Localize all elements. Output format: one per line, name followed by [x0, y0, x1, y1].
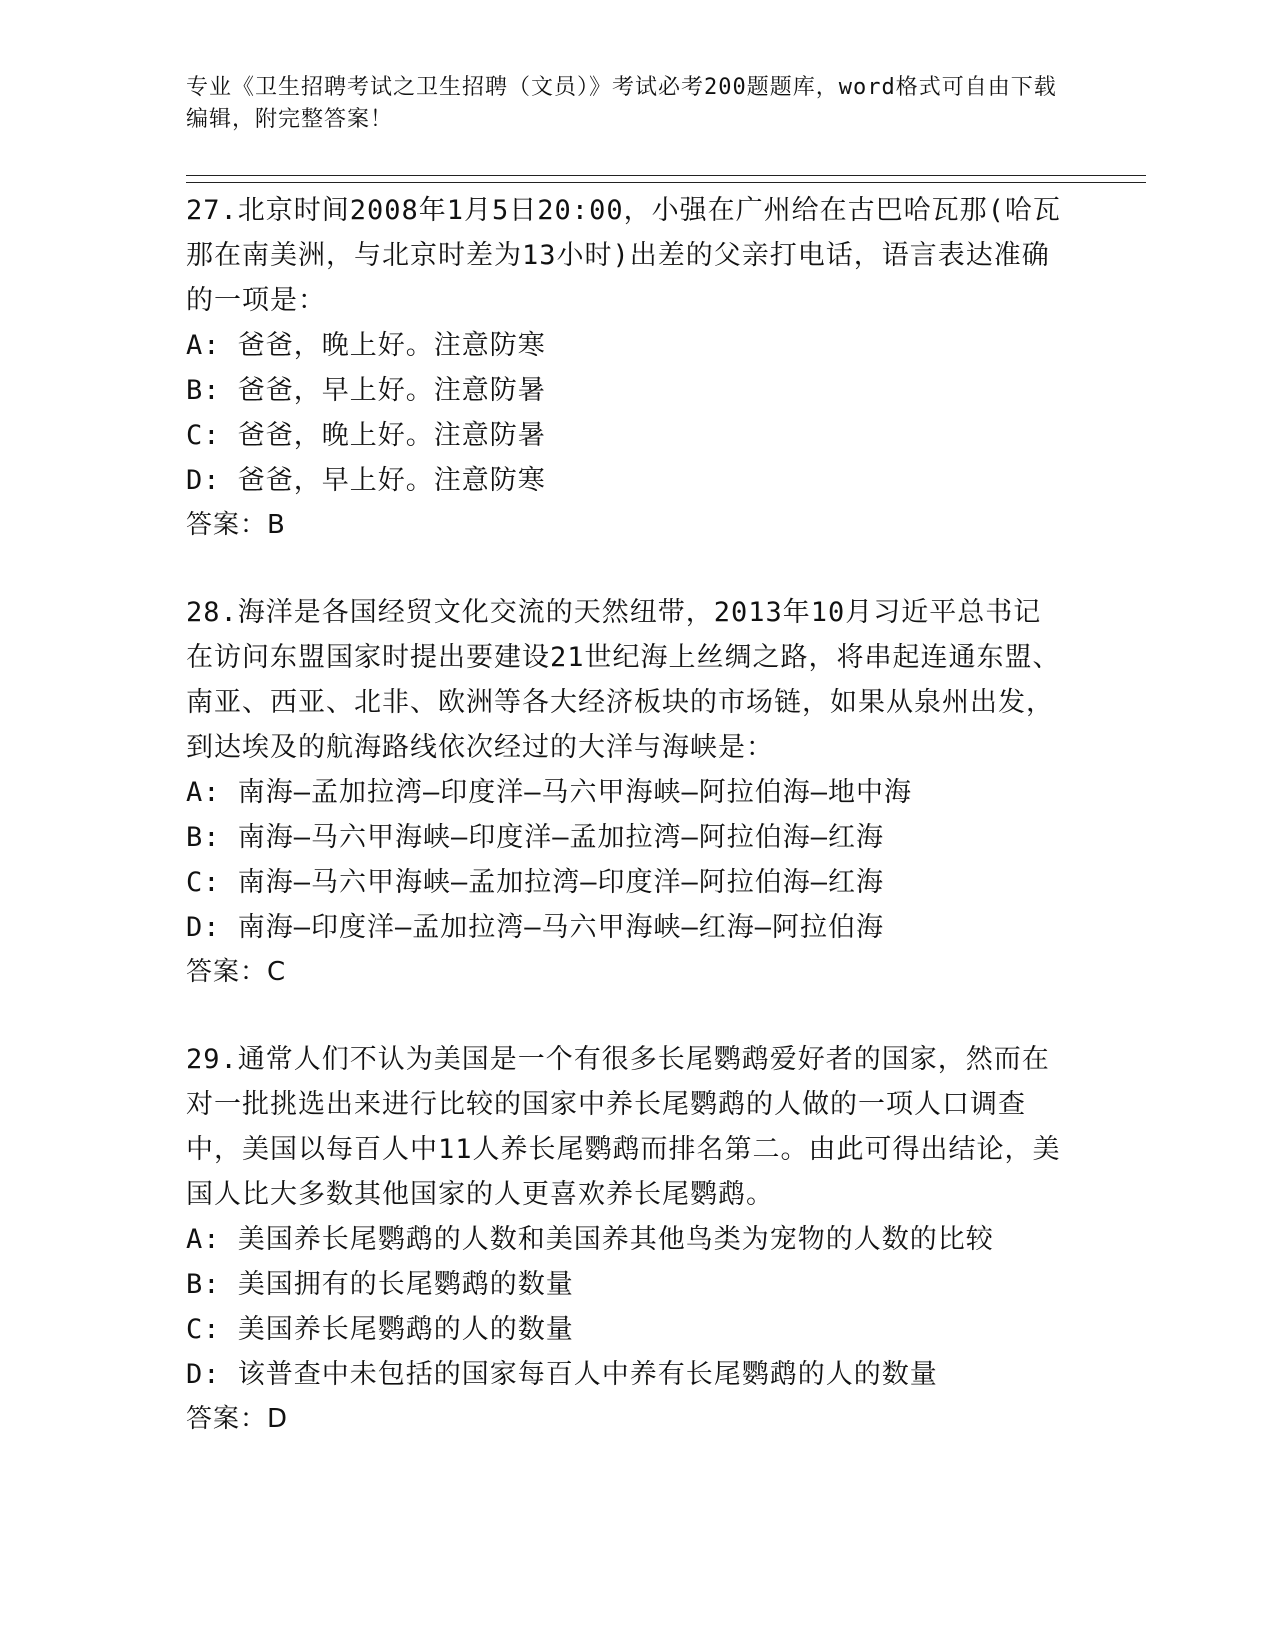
question-28 — [186, 590, 1066, 995]
answer: 答案：B — [186, 510, 286, 540]
option-c: C: 南海—马六甲海峡—孟加拉湾—印度洋—阿拉伯海—红海 — [186, 867, 885, 898]
question-29 — [186, 1037, 1066, 1442]
answer: 答案：D — [186, 1404, 289, 1434]
question-text: 27.北京时间2008年1月5日20:00，小强在广州给在古巴哈瓦那(哈瓦那在南美洲，与北京时差为13小时)出差的父亲打电话，语言表达准确的一项是： — [186, 195, 1061, 316]
header-divider-top — [186, 175, 1146, 176]
option-a: A: 美国养长尾鹦鹉的人数和美国养其他鸟类为宠物的人数的比较 — [186, 1224, 994, 1255]
option-c: C: 爸爸，晚上好。注意防暑 — [186, 420, 546, 451]
option-b: B: 南海—马六甲海峡—印度洋—孟加拉湾—阿拉伯海—红海 — [186, 822, 885, 853]
answer: 答案：C — [186, 957, 287, 987]
option-a: A: 南海—孟加拉湾—印度洋—马六甲海峡—阿拉伯海—地中海 — [186, 777, 913, 808]
option-a: A: 爸爸，晚上好。注意防寒 — [186, 330, 546, 361]
option-d: D: 爸爸，早上好。注意防寒 — [186, 465, 546, 496]
question-text: 29.通常人们不认为美国是一个有很多长尾鹦鹉爱好者的国家，然而在对一批挑选出来进行比较的国家中养长尾鹦鹉的人做的一项人口调查中，美国以每百人中11人养长尾鹦鹉而排名第二。由此可得出结论，美国人比大多数其他国家的人更喜欢养长尾鹦鹉。 — [186, 1044, 1061, 1210]
option-b: B: 爸爸，早上好。注意防暑 — [186, 375, 546, 406]
option-d: D: 该普查中未包括的国家每百人中养有长尾鹦鹉的人的数量 — [186, 1359, 938, 1390]
option-b: B: 美国拥有的长尾鹦鹉的数量 — [186, 1269, 574, 1300]
option-d: D: 南海—印度洋—孟加拉湾—马六甲海峡—红海—阿拉伯海 — [186, 912, 885, 943]
document-header: 专业《卫生招聘考试之卫生招聘（文员）》考试必考200题题库，word格式可自由下载编辑，附完整答案！ — [186, 75, 1057, 132]
question-27 — [186, 188, 1066, 548]
option-c: C: 美国养长尾鹦鹉的人的数量 — [186, 1314, 574, 1345]
question-text: 28.海洋是各国经贸文化交流的天然纽带，2013年10月习近平总书记在访问东盟国家时提出要建设21世纪海上丝绸之路，将串起连通东盟、南亚、西亚、北非、欧洲等各大经济板块的市场链，如果从泉州出发，到达埃及的航海路线依次经过的大洋与海峡是： — [186, 597, 1061, 763]
header-divider-bottom — [186, 182, 1146, 183]
